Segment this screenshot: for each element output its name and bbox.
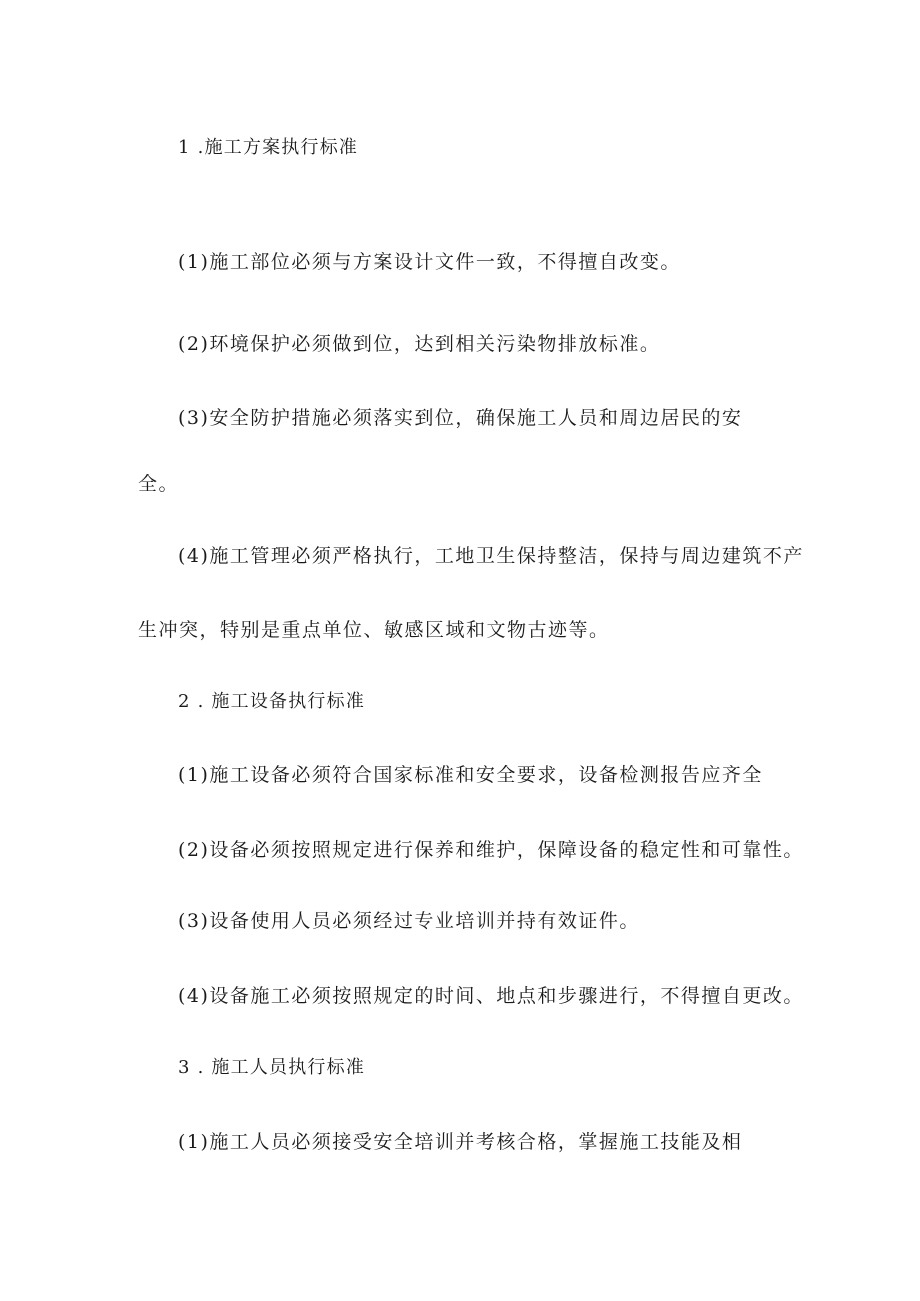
section-2-item-2: (2)设备必须按照规定进行保养和维护，保障设备的稳定性和可靠性。 bbox=[178, 839, 804, 861]
section-heading-1: 1 .施工方案执行标准 bbox=[178, 137, 359, 158]
section-2-item-4: (4)设备施工必须按照规定的时间、地点和步骤进行，不得擅自更改。 bbox=[178, 985, 804, 1007]
section-2-item-1: (1)施工设备必须符合国家标准和安全要求，设备检测报告应齐全 bbox=[178, 764, 763, 786]
section-1-item-3-continued: 全。 bbox=[138, 473, 180, 495]
section-1-item-1: (1)施工部位必须与方案设计文件一致，不得擅自改变。 bbox=[178, 251, 681, 273]
section-heading-3: 3 . 施工人员执行标准 bbox=[178, 1057, 366, 1078]
section-1-item-3: (3)安全防护措施必须落实到位，确保施工人员和周边居民的安 bbox=[178, 407, 743, 429]
section-1-item-4: (4)施工管理必须严格执行，工地卫生保持整洁，保持与周边建筑不产 bbox=[178, 545, 804, 567]
section-heading-2: 2 . 施工设备执行标准 bbox=[178, 691, 366, 712]
section-1-item-4-continued: 生冲突，特别是重点单位、敏感区域和文物古迹等。 bbox=[138, 619, 610, 641]
section-1-item-2: (2)环境保护必须做到位，达到相关污染物排放标准。 bbox=[178, 333, 661, 355]
section-2-item-3: (3)设备使用人员必须经过专业培训并持有效证件。 bbox=[178, 910, 640, 932]
section-3-item-1: (1)施工人员必须接受安全培训并考核合格，掌握施工技能及相 bbox=[178, 1131, 743, 1153]
